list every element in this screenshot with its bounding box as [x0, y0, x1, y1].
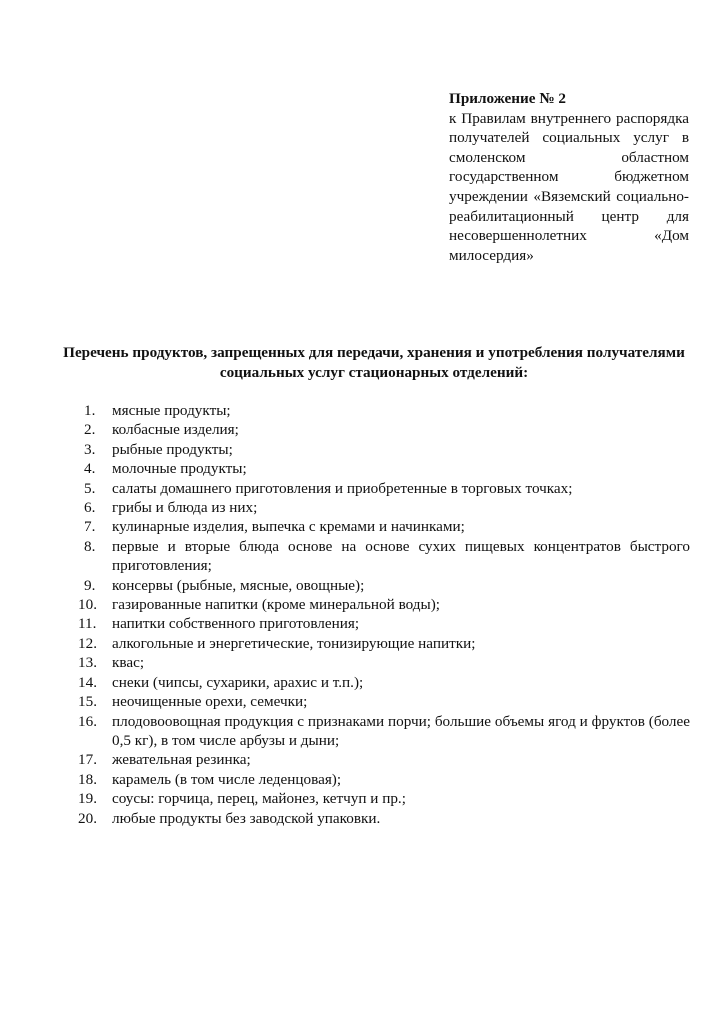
list-item-number: 1.: [84, 402, 96, 419]
list-item-text: консервы (рыбные, мясные, овощные);: [112, 576, 365, 594]
list-item: [84, 401, 690, 420]
list-item: [78, 595, 690, 614]
list-item: [78, 809, 690, 828]
list-item-text: квас;: [112, 654, 145, 672]
list-item-text: напитки собственного приготовления;: [112, 615, 360, 633]
list-item: [78, 712, 690, 751]
list-item-number: 5.: [84, 479, 96, 497]
list-item: [78, 789, 690, 808]
list-item-number: 18.: [78, 770, 97, 788]
list-item-text: газированные напитки (кроме минеральной воды);: [112, 596, 440, 614]
prohibited-products-list: [78, 401, 690, 828]
list-item-number: 9.: [84, 576, 96, 594]
list-item-text: соусы: горчица, перец, майонез, кетчуп и пр.;: [112, 790, 406, 808]
list-item-text: первые и вторые блюда основе на основе сухих пищевых концентратов быстрого приготовления;: [112, 537, 690, 575]
list-item-number: 3.: [84, 440, 96, 458]
list-item: [78, 653, 690, 672]
list-item: [78, 614, 690, 633]
list-item: [84, 420, 690, 439]
list-item-number: 2.: [84, 421, 96, 439]
list-item-text: алкогольные и энергетические, тонизирующие напитки;: [112, 634, 476, 652]
appendix-title: Приложение № 2: [449, 90, 566, 107]
list-item: [84, 440, 690, 459]
list-item-number: 8.: [84, 537, 96, 555]
list-item-number: 10.: [78, 596, 97, 614]
list-item: [78, 673, 690, 692]
list-item-number: 14.: [78, 673, 97, 691]
list-item-number: 15.: [78, 693, 97, 711]
appendix-body: к Правилам внутреннего распорядка получателей социальных услуг в смоленском областном государственном бюджетном учреждении «Вяземский социально-реабилитационный центр для несовершеннолетних «Дом милосердия»: [449, 109, 689, 264]
list-item-number: 7.: [84, 518, 96, 536]
list-item-text: неочищенные орехи, семечки;: [112, 693, 308, 711]
list-item-number: 6.: [84, 499, 96, 517]
list-item-text: рыбные продукты;: [112, 440, 233, 458]
list-item: [84, 459, 690, 478]
appendix-block: [449, 89, 689, 265]
list-item-text: колбасные изделия;: [112, 421, 239, 439]
list-item-text: мясные продукты;: [112, 402, 231, 419]
list-item-number: 16.: [78, 712, 97, 730]
list-item-number: 13.: [78, 654, 97, 672]
list-item-text: грибы и блюда из них;: [112, 499, 258, 517]
list-item-text: карамель (в том числе леденцовая);: [112, 770, 342, 788]
list-item: [78, 750, 690, 769]
list-item: [84, 537, 690, 576]
document-heading: Перечень продуктов, запрещенных для передачи, хранения и употребления получателями социальных услуг стационарных отделений:: [63, 344, 685, 381]
list-item-number: 4.: [84, 460, 96, 478]
list-item-number: 11.: [78, 615, 97, 633]
list-item-text: салаты домашнего приготовления и приобретенные в торговых точках;: [112, 479, 573, 497]
list-item-number: 19.: [78, 790, 97, 808]
list-item-text: плодовоовощная продукция с признаками порчи; большие объемы ягод и фруктов (более 0,5 кг), в том числе арбузы и дыни;: [112, 712, 690, 749]
list-item: [84, 479, 690, 498]
list-item-number: 20.: [78, 809, 97, 827]
list-item: [78, 634, 690, 653]
list-item-text: молочные продукты;: [112, 460, 247, 478]
list-item-text: любые продукты без заводской упаковки.: [112, 809, 381, 827]
list-item-number: 12.: [78, 634, 97, 652]
list-item-number: 17.: [78, 751, 97, 769]
list-item: [78, 692, 690, 711]
list-item-text: жевательная резинка;: [112, 751, 251, 769]
list-item: [84, 498, 690, 517]
list-item: [84, 517, 690, 536]
list-item: [84, 576, 690, 595]
list-item-text: снеки (чипсы, сухарики, арахис и т.п.);: [112, 673, 364, 691]
list-item-text: кулинарные изделия, выпечка с кремами и начинками;: [112, 518, 465, 536]
list-item: [78, 770, 690, 789]
